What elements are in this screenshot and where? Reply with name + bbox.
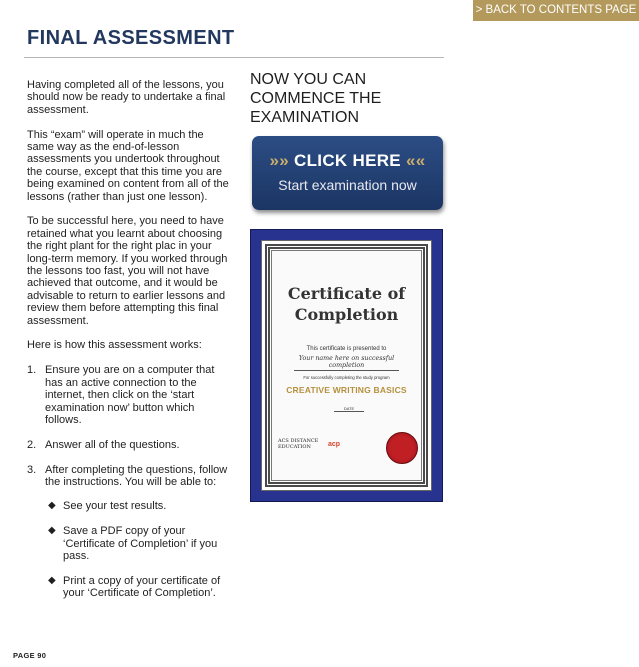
step-number: 1. <box>27 364 37 377</box>
acp-logo: acp <box>328 441 341 448</box>
cta-label: CLICK HERE <box>294 151 401 170</box>
step-text: Ensure you are on a computer that has an active connection to the internet, then click on the ‘start examination now’ button which follows. <box>45 364 215 426</box>
step-item <box>27 439 232 451</box>
cta-subtitle: Start examination now <box>278 177 417 193</box>
title-divider <box>24 57 444 58</box>
certificate-name-line: Your name here on successful completion <box>294 355 399 371</box>
start-examination-button[interactable] <box>252 136 443 210</box>
diamond-bullet-icon: ◆ <box>48 574 56 586</box>
step-text: Answer all of the questions. <box>45 438 180 451</box>
step-number: 3. <box>27 463 37 476</box>
certificate-presented-text: This certificate is presented to <box>306 346 387 352</box>
step-item <box>27 464 232 600</box>
certificate-title: Certificate of Completion <box>287 284 406 324</box>
certificate-for-text: For successfully completing the study program <box>303 375 390 380</box>
steps-list <box>27 364 232 599</box>
chevrons-left-icon: «« <box>405 151 426 170</box>
certificate-frame <box>261 240 432 491</box>
intro-paragraph: Having completed all of the lessons, you should now be ready to undertake a final assessment. <box>27 79 226 116</box>
sub-item: ◆ Print a copy of your certificate of your ‘Certificate of Completion’. <box>48 574 221 600</box>
cta-label-row <box>252 151 443 171</box>
intro-paragraph: This “exam” will operate in much the same way as the end-of-lesson assessments you undertook throughout the course, except that this time you are being examined on content from all of the lessons (rather than just one lesson). <box>27 128 229 203</box>
step-number: 2. <box>27 438 37 451</box>
certificate-course-name: CREATIVE WRITING BASICS <box>286 385 407 395</box>
diamond-bullet-icon: ◆ <box>48 500 56 512</box>
page-number: PAGE 90 <box>13 651 47 660</box>
intro-paragraph: To be successful here, you need to have retained what you learnt about choosing the right plant for the right plac in your long-term memory. If you worked through the lessons too fast, you will not have achieved that outcome, and it would be advisable to return to earlier lessons and review them before attempting this final assessment. <box>27 215 228 327</box>
acs-logo: ACS DISTANCE EDUCATION <box>278 438 319 450</box>
back-to-contents-button[interactable]: > BACK TO CONTENTS PAGE <box>473 0 639 21</box>
step-text: After completing the questions, follow the instructions. You will be able to: <box>45 463 228 488</box>
sub-list <box>45 500 232 599</box>
page-title: FINAL ASSESSMENT <box>27 27 235 49</box>
commence-heading: NOW YOU CAN COMMENCE THE EXAMINATION <box>250 71 382 126</box>
instructions-column <box>27 79 232 612</box>
intro-paragraph: Here is how this assessment works: <box>27 339 202 352</box>
chevrons-right-icon: »» <box>269 151 290 170</box>
step-item <box>27 364 232 426</box>
seal-icon <box>386 432 418 464</box>
sub-item: ◆ Save a PDF copy of your ‘Certificate of Completion’ if you pass. <box>48 525 218 562</box>
sub-item: ◆ See your test results. <box>48 500 167 513</box>
certificate-preview <box>250 229 443 502</box>
certificate-date: DATE <box>334 406 364 412</box>
diamond-bullet-icon: ◆ <box>48 525 56 537</box>
certificate-body <box>271 250 422 481</box>
